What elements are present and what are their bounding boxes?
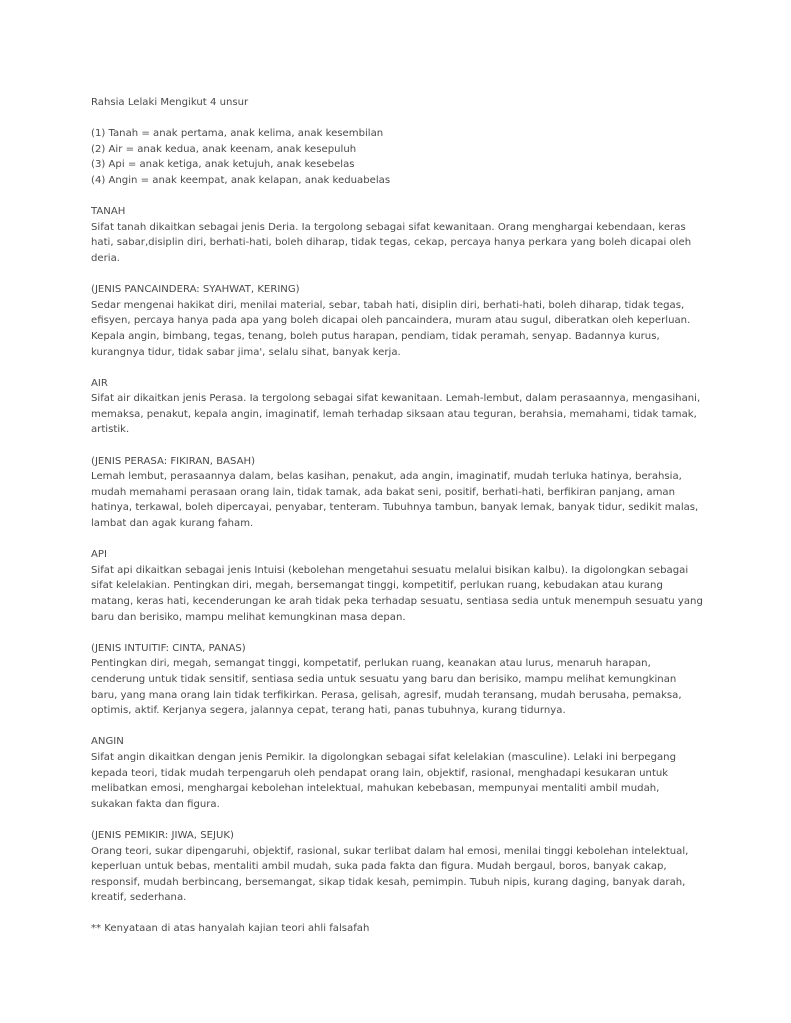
- section-body: Sifat api dikaitkan sebagai jenis Intuisi (kebolehan mengetahui sesuatu melalui bisikan kalbu). Ia digolongkan sebagai sifat kelelakian. Pentingkan diri, megah, bersemangat tinggi, kompetitif, perlukan ruang, kebudakan atau kurang matang, keras hati, kecenderungan ke arah tidak peka terhadap sesuatu, sentiasa sedia untuk menempuh sesuatu yang baru dan berisiko, mampu melihat kemungkinan masa depan.: [91, 564, 703, 623]
- spacer: [91, 267, 703, 283]
- section-body: Orang teori, sukar dipengaruhi, objektif, rasional, sukar terlibat dalam hal emosi, menilai tinggi kebolehan intelektual, keperluan untuk bebas, mentaliti ambil mudah, suka pada fakta dan figura. Mudah bergaul, boros, banyak cakap, responsif, mudah berbincang, bersemangat, sikap tidak kesah, pemimpin. Tubuh nipis, kurang daging, banyak darah, kreatif, sederhana.: [91, 845, 689, 904]
- section-heading: API: [91, 549, 107, 561]
- list-item: (4) Angin = anak keempat, anak kelapan, anak keduabelas: [91, 174, 391, 186]
- section-heading: (JENIS INTUITIF: CINTA, PANAS): [91, 642, 246, 654]
- section-heading: (JENIS PERASA: FIKIRAN, BASAH): [91, 455, 256, 467]
- list-item: (3) Api = anak ketiga, anak ketujuh, anak kesebelas: [91, 159, 355, 171]
- section-heading: ANGIN: [91, 736, 124, 748]
- section-body: Sifat air dikaitkan jenis Perasa. Ia tergolong sebagai sifat kewanitaan. Lemah-lembut, dalam perasaannya, mengasihani, memaksa, penakut, kepala angin, imaginatif, lemah terhadap siksaan atau teguran, berahsia, memahami, tidak tamak, artistik.: [91, 393, 701, 436]
- section-heading: TANAH: [91, 206, 126, 218]
- document-title: Rahsia Lelaki Mengikut 4 unsur: [91, 97, 249, 108]
- section-body: Lemah lembut, perasaannya dalam, belas kasihan, penakut, ada angin, imaginatif, mudah terluka hatinya, berahsia, mudah memahami perasaan orang lain, tidak tamak, ada bakat seni, positif, berhati-hati, berfikiran panjang, aman hatinya, terkawal, boleh dipercayai, penyabar, tenteram. Tubuhnya tambun, banyak lemak, banyak tidur, sedikit malas, lambat dan agak kurang faham.: [91, 471, 699, 530]
- spacer: [91, 360, 703, 376]
- spacer: [91, 906, 703, 922]
- footnote: ** Kenyataan di atas hanyalah kajian teori ahli falsafah: [91, 923, 370, 935]
- section-body: Sedar mengenai hakikat diri, menilai material, sebar, tabah hati, disiplin diri, berhati-hati, boleh diharap, tidak tegas, efisyen, percaya hanya pada apa yang boleh dicapai oleh pancaindera, muram atau sugul, diberatkan oleh keperluan. Kepala angin, bimbang, tegas, tenang, boleh putus harapan, pendiam, tidak peramah, senyap. Badannya kurus, kurangnya tidur, tidak sabar jima', selalu sihat, banyak kerja.: [91, 299, 691, 358]
- section-perasa: [91, 454, 703, 532]
- section-intuitif: [91, 641, 703, 719]
- section-pancaindera: [91, 282, 703, 360]
- spacer: [91, 438, 703, 454]
- section-heading: (JENIS PEMIKIR: JIWA, SEJUK): [91, 829, 234, 841]
- document-page: [91, 95, 703, 937]
- section-heading: (JENIS PANCAINDERA: SYAHWAT, KERING): [91, 284, 300, 296]
- section-pemikir: [91, 828, 703, 906]
- section-body: Sifat tanah dikaitkan sebagai jenis Deria. Ia tergolong sebagai sifat kewanitaan. Orang menghargai kebendaan, keras hati, sabar,disiplin diri, berhati-hati, boleh diharap, tidak tegas, cekap, percaya hanya perkara yang boleh dicapai oleh deria.: [91, 221, 692, 264]
- spacer: [91, 812, 703, 828]
- list-item: (1) Tanah = anak pertama, anak kelima, anak kesembilan: [91, 128, 384, 140]
- section-body: Sifat angin dikaitkan dengan jenis Pemikir. Ia digolongkan sebagai sifat kelelakian (masculine). Lelaki ini berpegang kepada teori, tidak mudah terpengaruh oleh pendapat orang lain, objektif, rasional, menghadapi kesukaran untuk melibatkan emosi, menghargai kebolehan intelektual, mahukan kebebasan, mempunyai mentaliti ambil mudah, sukakan fakta dan figura.: [91, 751, 676, 810]
- section-angin: [91, 734, 703, 812]
- element-list: [91, 126, 703, 188]
- spacer: [91, 189, 703, 205]
- spacer: [91, 532, 703, 548]
- section-tanah: [91, 204, 703, 266]
- section-body: Pentingkan diri, megah, semangat tinggi, kompetatif, perlukan ruang, keanakan atau lurus, menaruh harapan, cenderung untuk tidak sensitif, sentiasa sedia untuk sesuatu yang baru dan berisiko, mampu melihat kemungkinan baru, yang mana orang lain tidak terfikirkan. Perasa, gelisah, agresif, mudah teransang, mudah berusaha, pemaksa, optimis, aktif. Kerjanya segera, jalannya cepat, terang hati, panas tubuhnya, kurang tidurnya.: [91, 658, 682, 717]
- section-heading: AIR: [91, 377, 108, 389]
- section-api: [91, 547, 703, 625]
- spacer: [91, 111, 703, 127]
- spacer: [91, 625, 703, 641]
- list-item: (2) Air = anak kedua, anak keenam, anak kesepuluh: [91, 143, 357, 155]
- section-air: [91, 376, 703, 438]
- spacer: [91, 719, 703, 735]
